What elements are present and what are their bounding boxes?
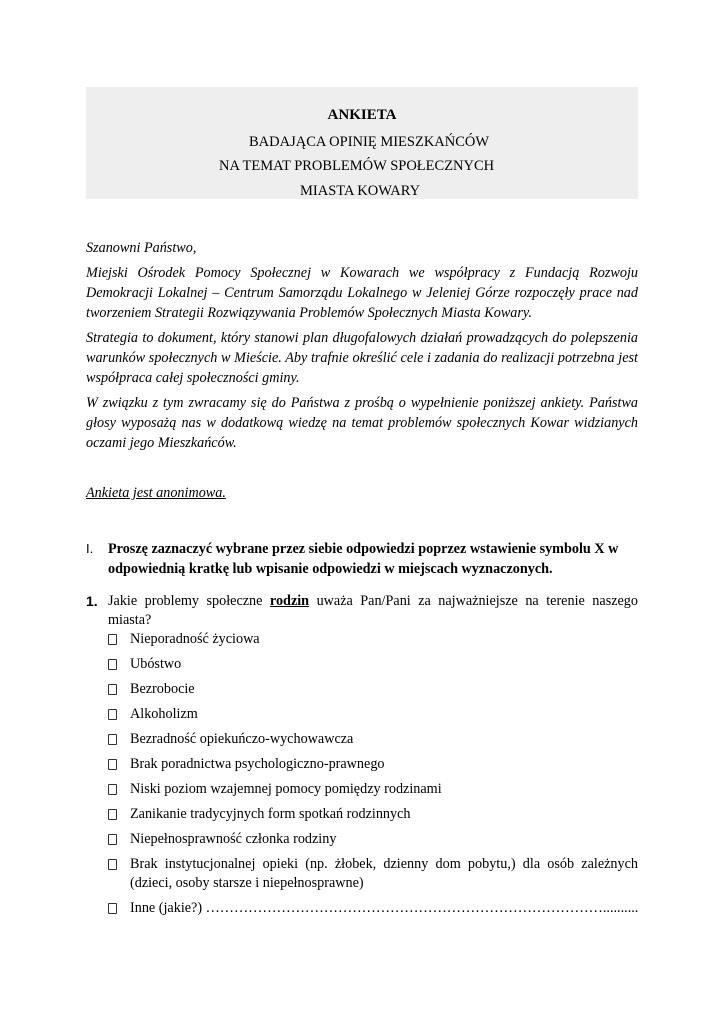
option-checkbox[interactable] xyxy=(108,809,117,820)
option-label: Zanikanie tradycyjnych form spotkań rodzinnych xyxy=(130,806,411,822)
option-item xyxy=(108,730,638,749)
option-label: Brak poradnictwa psychologiczno-prawnego xyxy=(130,756,385,772)
option-checkbox[interactable] xyxy=(108,634,117,645)
question-text-after: uważa Pan/Pani za najważniejsze na terenie naszego miasta? xyxy=(108,593,638,628)
option-checkbox[interactable] xyxy=(108,903,117,914)
option-label: Niepełnosprawność członka rodziny xyxy=(130,831,337,847)
option-checkbox[interactable] xyxy=(108,759,117,770)
option-item xyxy=(108,830,638,849)
option-checkbox[interactable] xyxy=(108,659,117,670)
intro-paragraph-3: W związku z tym zwracamy się do Państwa z prośbą o wypełnienie poniższej ankiety. Państwa głosy wyposażą nas w dodatkową wiedzę na temat problemów społecznych Kowar widzianych oczami jego Mieszkańców. xyxy=(86,395,638,451)
anonymous-note: Ankieta jest anonimowa. xyxy=(86,485,226,501)
option-checkbox[interactable] xyxy=(108,684,117,695)
option-item xyxy=(108,680,638,699)
greeting: Szanowni Państwo, xyxy=(86,240,197,256)
option-checkbox[interactable] xyxy=(108,859,117,870)
survey-subtitle-line2: NA TEMAT PROBLEMÓW SPOŁECZNYCH xyxy=(219,158,495,174)
intro-paragraph-1: Miejski Ośrodek Pomocy Społecznej w Kowarach we współpracy z Fundacją Rozwoju Demokracji Lokalnej – Centrum Samorządu Lokalnego w Jeleniej Górze rozpoczęły prace nad tworzeniem Strategii Rozwiązywania Problemów Społecznych Miasta Kowary. xyxy=(86,265,638,321)
option-label: Ubóstwo xyxy=(130,656,182,672)
option-item xyxy=(108,805,638,824)
option-item xyxy=(108,780,638,799)
option-item xyxy=(108,630,638,649)
survey-subtitle-line1: BADAJĄCA OPINIĘ MIESZKAŃCÓW xyxy=(249,134,490,150)
option-checkbox[interactable] xyxy=(108,834,117,845)
question-emphasis: rodzin xyxy=(269,593,310,609)
question-text xyxy=(108,592,638,630)
option-item xyxy=(108,705,638,724)
option-label: Bezradność opiekuńczo-wychowawcza xyxy=(130,731,354,747)
question-1-options xyxy=(108,630,638,918)
section-instruction-text: Proszę zaznaczyć wybrane przez siebie odpowiedzi poprzez wstawienie symbolu X w odpowiednią kratkę lub wpisanie odpowiedzi w miejscach wyznaczonych. xyxy=(108,541,619,577)
question-1 xyxy=(86,592,638,630)
option-item xyxy=(108,755,638,774)
option-checkbox[interactable] xyxy=(108,709,117,720)
option-label: Bezrobocie xyxy=(130,681,195,697)
option-label: Brak instytucjonalnej opieki (np. żłobek, dzienny dom pobytu,) dla osób zależnych (dzieci, osoby starsze i niepełnosprawne) xyxy=(130,856,638,891)
option-label: Nieporadność życiowa xyxy=(130,631,260,647)
intro-paragraph-2: Strategia to dokument, który stanowi plan długofalowych działań prowadzących do polepszenia warunków społecznych w Mieście. Aby trafnie określić cele i zadania do realizacji potrzebna jest współpraca całej społeczności gminy. xyxy=(86,330,638,386)
option-checkbox[interactable] xyxy=(108,734,117,745)
option-label: Alkoholizm xyxy=(130,706,198,722)
option-item xyxy=(108,855,638,893)
survey-title: ANKIETA xyxy=(327,107,397,123)
section-instruction xyxy=(86,539,638,579)
question-text-before: Jakie problemy społeczne xyxy=(108,593,270,609)
option-checkbox[interactable] xyxy=(108,784,117,795)
option-label: Niski poziom wzajemnej pomocy pomiędzy rodzinami xyxy=(130,781,442,797)
question-number: 1. xyxy=(86,593,98,609)
section-number: I. xyxy=(86,541,94,556)
option-item-other xyxy=(108,899,638,918)
option-item xyxy=(108,655,638,674)
survey-subtitle-line3: MIASTA KOWARY xyxy=(300,183,421,199)
option-label-other[interactable]: Inne (jakie?) ………………………………………………………………………….......... xyxy=(130,900,638,916)
